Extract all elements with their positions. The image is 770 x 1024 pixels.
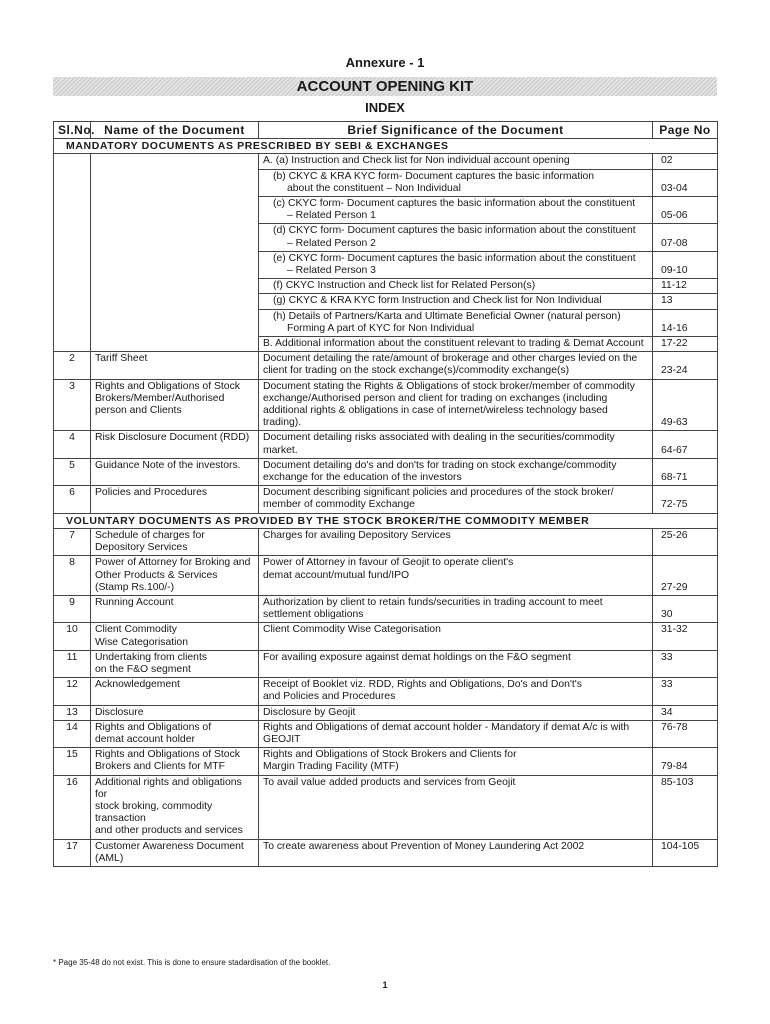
sl-no-cell: 9 <box>54 595 91 622</box>
sl-no-cell: 8 <box>54 556 91 596</box>
significance-cell <box>259 748 653 775</box>
text-line: Customer Awareness Document (AML) <box>95 840 244 864</box>
page-no-cell: 02 <box>653 154 718 169</box>
page-no-cell: 49-63 <box>653 379 718 431</box>
section-heading-row <box>54 139 718 154</box>
sl-no-cell: 4 <box>54 431 91 458</box>
text-line: Undertaking from clients <box>95 651 208 663</box>
text-line: Power of Attorney in favour of Geojit to operate client's <box>263 557 514 569</box>
significance-cell <box>259 556 653 596</box>
document-name-cell <box>91 556 259 596</box>
text-line: Client Commodity Wise Categorisation <box>263 624 441 636</box>
sl-no-cell: 7 <box>54 528 91 555</box>
page-no-cell: 85-103 <box>653 775 718 839</box>
text-line: Forming A part of KYC for Non Individual <box>287 322 475 334</box>
text-line: A. (a) Instruction and Check list for Non individual account opening <box>263 155 570 167</box>
significance-cell <box>259 379 653 431</box>
sl-no-cell: 11 <box>54 650 91 677</box>
text-line: exchange for the education of the investors <box>263 472 462 484</box>
page-no-cell: 72-75 <box>653 486 718 513</box>
text-line: Document detailing the rate/amount of brokerage and other charges levied on the <box>263 353 638 365</box>
sl-no-cell: 17 <box>54 839 91 866</box>
text-line: settlement obligations <box>263 609 364 621</box>
document-title: ACCOUNT OPENING KIT <box>53 77 717 96</box>
significance-cell <box>259 458 653 485</box>
text-line: (h) Details of Partners/Karta and Ultimate Beneficial Owner (natural person) <box>273 310 621 322</box>
significance-cell <box>259 309 653 336</box>
document-name-cell <box>91 486 259 513</box>
sl-no-cell: 10 <box>54 623 91 650</box>
index-table <box>53 121 718 867</box>
header-sl-no: Sl.No. <box>54 122 91 139</box>
text-line: Tariff Sheet <box>95 353 148 365</box>
page-no-cell: 64-67 <box>653 431 718 458</box>
sl-no-cell: 5 <box>54 458 91 485</box>
text-line: demat account/mutual fund/IPO <box>263 569 410 581</box>
significance-cell <box>259 595 653 622</box>
text-line: (f) CKYC Instruction and Check list for Related Person(s) <box>273 280 536 292</box>
sl-no-cell: 2 <box>54 352 91 379</box>
text-line: To avail value added products and services from Geojit <box>263 776 516 788</box>
text-line: (g) CKYC & KRA KYC form Instruction and Check list for Non Individual <box>273 295 602 307</box>
page-no-cell: 27-29 <box>653 556 718 596</box>
document-name-cell <box>91 839 259 866</box>
document-name-cell <box>91 705 259 720</box>
table-row <box>54 528 718 555</box>
page-no-cell: 33 <box>653 678 718 705</box>
text-line: on the F&O segment <box>95 663 191 675</box>
table-row <box>54 705 718 720</box>
significance-cell <box>259 352 653 379</box>
text-line: Disclosure <box>95 706 144 718</box>
text-line: client for trading on the stock exchange(s)/commodity exchange(s) <box>263 365 570 377</box>
text-line: Disclosure by Geojit <box>263 706 356 718</box>
text-line: Policies and Procedures <box>95 487 208 499</box>
document-name-cell <box>91 528 259 555</box>
text-line: (b) CKYC & KRA KYC form- Document captures the basic information <box>273 170 595 182</box>
text-line: Schedule of charges for <box>95 529 205 541</box>
significance-cell <box>259 251 653 278</box>
annexure-label: Annexure - 1 <box>345 55 425 70</box>
text-line: Acknowledgement <box>95 679 180 691</box>
text-line: To create awareness about Prevention of Money Laundering Act 2002 <box>263 840 585 852</box>
page-no-cell: 03-04 <box>653 169 718 196</box>
text-line: Rights and Obligations of <box>95 721 212 733</box>
significance-cell <box>259 279 653 294</box>
significance-cell <box>259 720 653 747</box>
significance-cell <box>259 294 653 309</box>
document-name-cell <box>91 650 259 677</box>
sl-no-cell: 12 <box>54 678 91 705</box>
text-line: Rights and Obligations of Stock <box>95 380 240 392</box>
text-line: Risk Disclosure Document (RDD) <box>95 432 250 444</box>
page-no-cell: 31-32 <box>653 623 718 650</box>
footnote: * Page 35-48 do not exist. This is done to ensure stadardisation of the booklet. <box>53 958 331 967</box>
header-document-name: Name of the Document <box>91 122 259 139</box>
table-row <box>54 623 718 650</box>
table-row <box>54 486 718 513</box>
page-no-cell: 76-78 <box>653 720 718 747</box>
table-row <box>54 458 718 485</box>
text-line: Document describing significant policies and procedures of the stock broker/ <box>263 487 614 499</box>
text-line: Receipt of Booklet viz. RDD, Rights and Obligations, Do's and Don't's <box>263 679 582 691</box>
page-no-cell: 14-16 <box>653 309 718 336</box>
text-line: (d) CKYC form- Document captures the basic information about the constituent <box>273 225 636 237</box>
significance-cell <box>259 528 653 555</box>
text-line: Charges for availing Depository Services <box>263 529 451 541</box>
document-name-cell <box>91 431 259 458</box>
page-no-cell: 23-24 <box>653 352 718 379</box>
text-line: additional rights & obligations in case of internet/wireless technology based trading). <box>263 405 608 429</box>
significance-cell <box>259 839 653 866</box>
text-line: (Stamp Rs.100/-) <box>95 581 175 593</box>
page-no-cell: 104-105 <box>653 839 718 866</box>
header-significance: Brief Significance of the Document <box>259 122 653 139</box>
significance-cell <box>259 486 653 513</box>
text-line: – Related Person 1 <box>287 210 376 222</box>
sl-no-cell: 3 <box>54 379 91 431</box>
text-line: – Related Person 2 <box>287 237 376 249</box>
table-row <box>54 720 718 747</box>
text-line: (e) CKYC form- Document captures the basic information about the constituent <box>273 252 636 264</box>
text-line: about the constituent – Non Individual <box>287 182 461 194</box>
text-line: Other Products & Services <box>95 569 218 581</box>
document-name-cell <box>91 154 259 352</box>
page-no-cell: 68-71 <box>653 458 718 485</box>
sl-no-cell: 14 <box>54 720 91 747</box>
significance-cell <box>259 775 653 839</box>
document-name-cell <box>91 379 259 431</box>
page-no-cell: 07-08 <box>653 224 718 251</box>
page-no-cell: 13 <box>653 294 718 309</box>
significance-cell <box>259 431 653 458</box>
section-heading-row <box>54 513 718 528</box>
table-row <box>54 839 718 866</box>
text-line: Brokers and Clients for MTF <box>95 761 225 773</box>
text-line: GEOJIT <box>263 733 301 745</box>
text-line: stock broking, commodity transaction <box>95 800 213 825</box>
text-line: Document stating the Rights & Obligations of stock broker/member of commodity <box>263 380 635 392</box>
sl-no-cell <box>54 154 91 352</box>
document-name-cell <box>91 775 259 839</box>
significance-cell <box>259 650 653 677</box>
text-line: person and Clients <box>95 405 182 417</box>
header-page-no: Page No <box>653 122 718 139</box>
mandatory-section-heading: MANDATORY DOCUMENTS AS PRESCRIBED BY SEBI & EXCHANGES <box>54 139 718 154</box>
text-line: Power of Attorney for Broking and <box>95 557 251 569</box>
text-line: and Policies and Procedures <box>263 691 396 703</box>
text-line: Rights and Obligations of Stock Brokers and Clients for <box>263 749 517 761</box>
text-line: (c) CKYC form- Document captures the basic information about the constituent <box>273 198 636 210</box>
table-header-row <box>54 122 718 139</box>
text-line: Brokers/Member/Authorised <box>95 392 225 404</box>
text-line: Document detailing risks associated with dealing in the securities/commodity market. <box>263 432 615 456</box>
page-no-cell: 34 <box>653 705 718 720</box>
document-name-cell <box>91 748 259 775</box>
table-row <box>54 650 718 677</box>
table-row <box>54 352 718 379</box>
page-no-cell: 05-06 <box>653 197 718 224</box>
document-name-cell <box>91 595 259 622</box>
table-row <box>54 678 718 705</box>
document-name-cell <box>91 678 259 705</box>
table-row <box>54 595 718 622</box>
sl-no-cell: 15 <box>54 748 91 775</box>
text-line: Guidance Note of the investors. <box>95 459 241 471</box>
text-line: and other products and services <box>95 825 243 837</box>
page-no-cell: 17-22 <box>653 337 718 352</box>
significance-cell <box>259 705 653 720</box>
page-no-cell: 30 <box>653 595 718 622</box>
page-no-cell: 09-10 <box>653 251 718 278</box>
document-name-cell <box>91 720 259 747</box>
document-name-cell <box>91 458 259 485</box>
page-no-cell: 11-12 <box>653 279 718 294</box>
page-no-cell: 25-26 <box>653 528 718 555</box>
document-name-cell <box>91 623 259 650</box>
significance-cell <box>259 678 653 705</box>
voluntary-section-heading: VOLUNTARY DOCUMENTS AS PROVIDED BY THE STOCK BROKER/THE COMMODITY MEMBER <box>54 513 718 528</box>
significance-cell <box>259 197 653 224</box>
text-line: Rights and Obligations of demat account holder - Mandatory if demat A/c is with <box>263 721 630 733</box>
text-line: Rights and Obligations of Stock <box>95 749 240 761</box>
significance-cell <box>259 623 653 650</box>
text-line: Running Account <box>95 596 174 608</box>
table-row <box>54 431 718 458</box>
table-row <box>54 154 718 169</box>
text-line: Client Commodity <box>95 624 177 636</box>
text-line: Authorization by client to retain funds/securities in trading account to meet <box>263 596 603 608</box>
text-line: demat account holder <box>95 733 195 745</box>
text-line: Depository Services <box>95 542 188 554</box>
significance-cell <box>259 154 653 169</box>
table-row <box>54 748 718 775</box>
page-no-cell: 33 <box>653 650 718 677</box>
table-row <box>54 556 718 596</box>
document-name-cell <box>91 352 259 379</box>
text-line: Additional rights and obligations for <box>95 776 242 800</box>
page-number: 1 <box>382 980 388 990</box>
sl-no-cell: 13 <box>54 705 91 720</box>
page-no-cell: 79-84 <box>653 748 718 775</box>
text-line: – Related Person 3 <box>287 265 376 277</box>
sl-no-cell: 16 <box>54 775 91 839</box>
text-line: exchange/Authorised person and client for trading on exchanges (including <box>263 392 608 404</box>
table-row <box>54 379 718 431</box>
text-line: B. Additional information about the constituent relevant to trading & Demat Account <box>263 338 644 350</box>
text-line: member of commodity Exchange <box>263 499 415 511</box>
table-row <box>54 775 718 839</box>
text-line: Wise Categorisation <box>95 636 188 648</box>
sl-no-cell: 6 <box>54 486 91 513</box>
text-line: Margin Trading Facility (MTF) <box>263 761 399 773</box>
text-line: Document detailing do's and don'ts for trading on stock exchange/commodity <box>263 459 617 471</box>
significance-cell <box>259 224 653 251</box>
significance-cell <box>259 169 653 196</box>
text-line: For availing exposure against demat holdings on the F&O segment <box>263 651 571 663</box>
significance-cell <box>259 337 653 352</box>
index-heading: INDEX <box>365 100 405 115</box>
